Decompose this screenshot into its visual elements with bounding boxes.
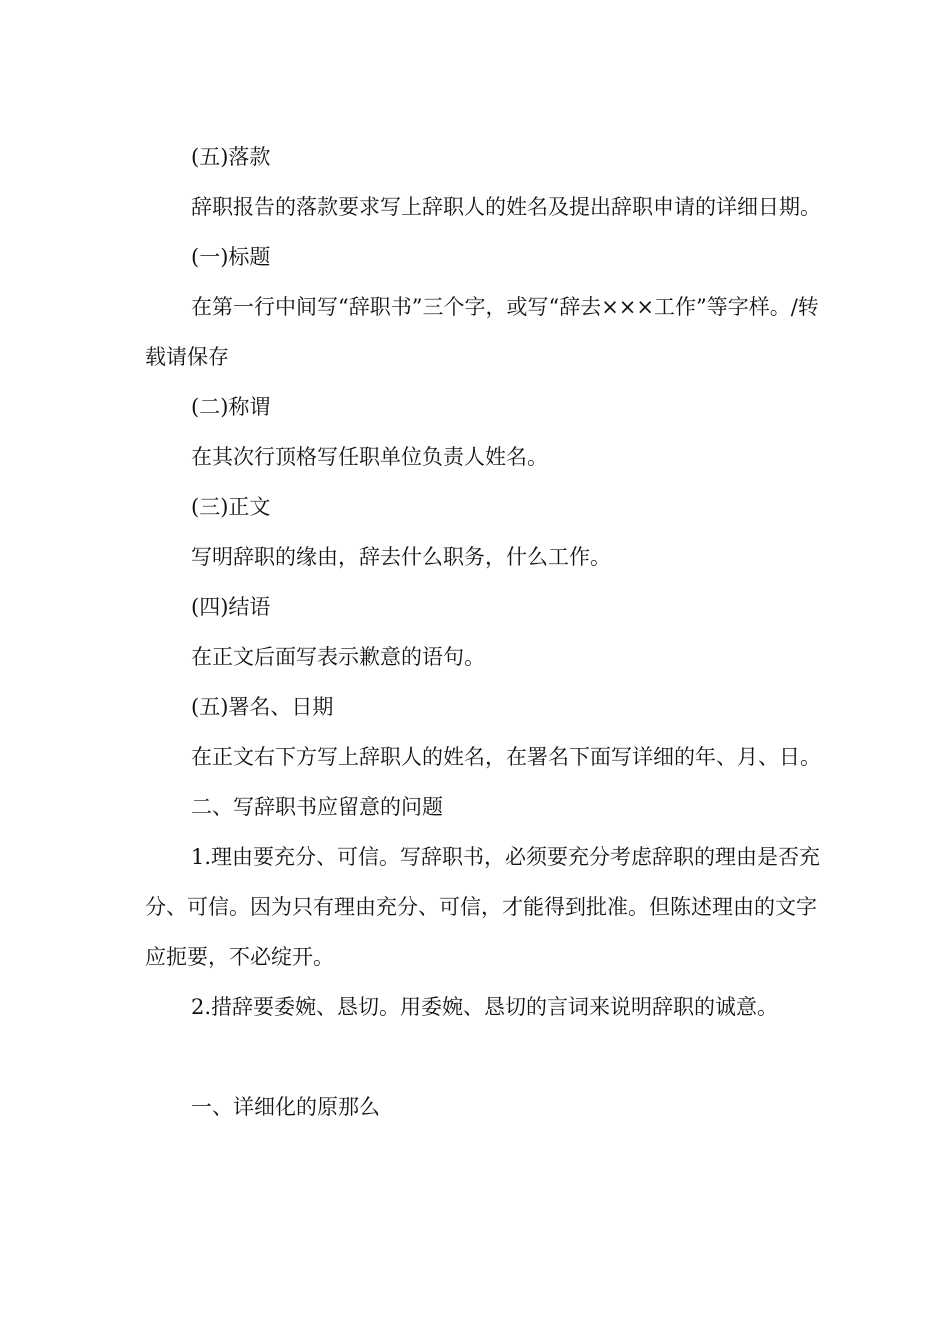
paragraph-note-1: 1.理由要充分、可信。写辞职书，必须要充分考虑辞职的理由是否充分、可信。因为只有理由充分、可信，才能得到批准。但陈述理由的文字应扼要，不必绽开。 <box>145 845 821 969</box>
paragraph-sign-date-desc: 在正文右下方写上辞职人的姓名，在署名下面写详细的年、月、日。 <box>191 745 821 769</box>
document-page <box>145 132 825 1132</box>
section-heading-signature: (五)落款 <box>191 145 271 169</box>
section-heading-sign-date: (五)署名、日期 <box>191 695 334 719</box>
section-heading-closing: (四)结语 <box>191 595 271 619</box>
section-heading-title: (一)标题 <box>191 245 271 269</box>
paragraph-salutation-desc: 在其次行顶格写任职单位负责人姓名。 <box>191 445 548 469</box>
section-heading-body: (三)正文 <box>191 495 271 519</box>
paragraph-body-desc: 写明辞职的缘由，辞去什么职务，什么工作。 <box>191 545 611 569</box>
paragraph-gap <box>145 1032 825 1082</box>
paragraph-closing-desc: 在正文后面写表示歉意的语句。 <box>191 645 485 669</box>
paragraph-title-desc: 在第一行中间写“辞职书”三个字，或写“辞去×××工作”等字样。/转载请保存 <box>145 295 819 369</box>
section-heading-salutation: (二)称谓 <box>191 395 271 419</box>
section-heading-next: 一、详细化的原那么 <box>191 1095 380 1119</box>
paragraph-note-2: 2.措辞要委婉、恳切。用委婉、恳切的言词来说明辞职的诚意。 <box>191 995 779 1019</box>
section-heading-notes: 二、写辞职书应留意的问题 <box>191 795 443 819</box>
paragraph-signature-desc: 辞职报告的落款要求写上辞职人的姓名及提出辞职申请的详细日期。 <box>191 195 821 219</box>
